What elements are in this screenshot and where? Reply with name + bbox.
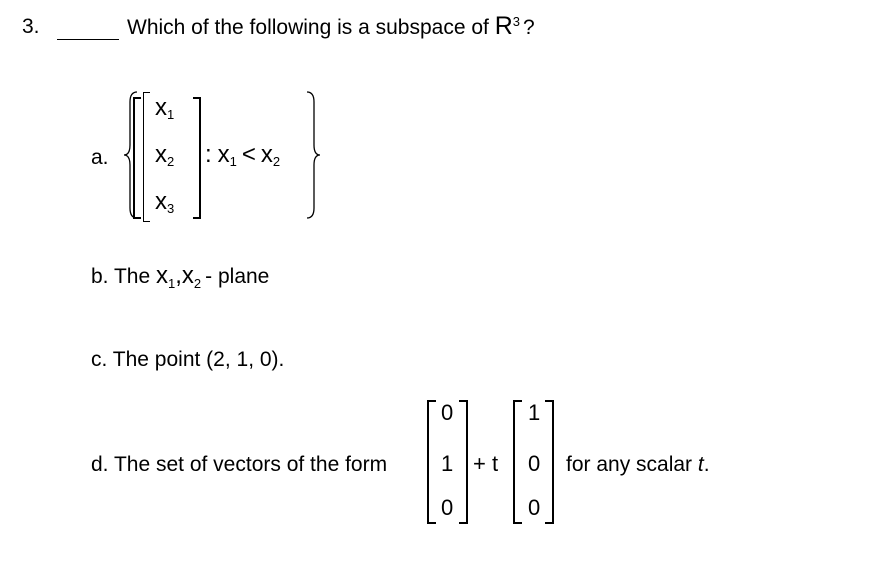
- question-prompt: [127, 12, 535, 41]
- vector-d1-left-divider: [427, 400, 429, 520]
- vector-a-entry-1: $x_1$: [155, 94, 175, 123]
- vector-d2-right-bracket: [545, 400, 554, 524]
- vector-d1-entry-1: 0: [441, 400, 454, 425]
- option-d-suffix: for any scalar t.: [566, 453, 710, 476]
- vector-d2-entry-1: 1: [528, 400, 541, 425]
- question-number: 3.: [22, 15, 40, 38]
- matrix-a-inner-left-bracket: [143, 92, 150, 222]
- vector-d2-entry-3: 0: [528, 495, 541, 520]
- space-symbol: R: [494, 12, 513, 40]
- vector-a-entry-3: $x_3$: [155, 188, 175, 217]
- plus-t: + t: [473, 451, 499, 476]
- option-b: b. The $x_1,x_2$ - plane: [91, 262, 270, 292]
- option-c: c. The point (2, 1, 0).: [91, 348, 285, 371]
- vector-d1-entry-3: 0: [441, 495, 454, 520]
- option-d-prefix: d. The set of vectors of the form: [91, 453, 388, 476]
- option-a-label: a.: [91, 146, 109, 169]
- vector-d2-entry-2: 0: [528, 451, 541, 476]
- right-brace-icon: [304, 90, 322, 220]
- prompt-text: Which of the following is a subspace of: [127, 16, 495, 39]
- answer-blank: [57, 39, 119, 40]
- vector-a-entry-2: $x_2$: [155, 141, 175, 170]
- vector-d1-right-bracket: [459, 400, 468, 524]
- prompt-end: ?: [523, 16, 535, 39]
- matrix-a-right-bracket: [193, 97, 201, 219]
- option-a-condition: : $x_1 < x_2$: [205, 141, 281, 170]
- space-exponent: 3: [512, 14, 520, 29]
- vector-d2-left-bracket: [513, 400, 522, 524]
- matrix-a-left-bracket: [133, 97, 141, 219]
- scalar-t: t: [697, 453, 704, 476]
- vector-d1-entry-2: 1: [441, 451, 454, 476]
